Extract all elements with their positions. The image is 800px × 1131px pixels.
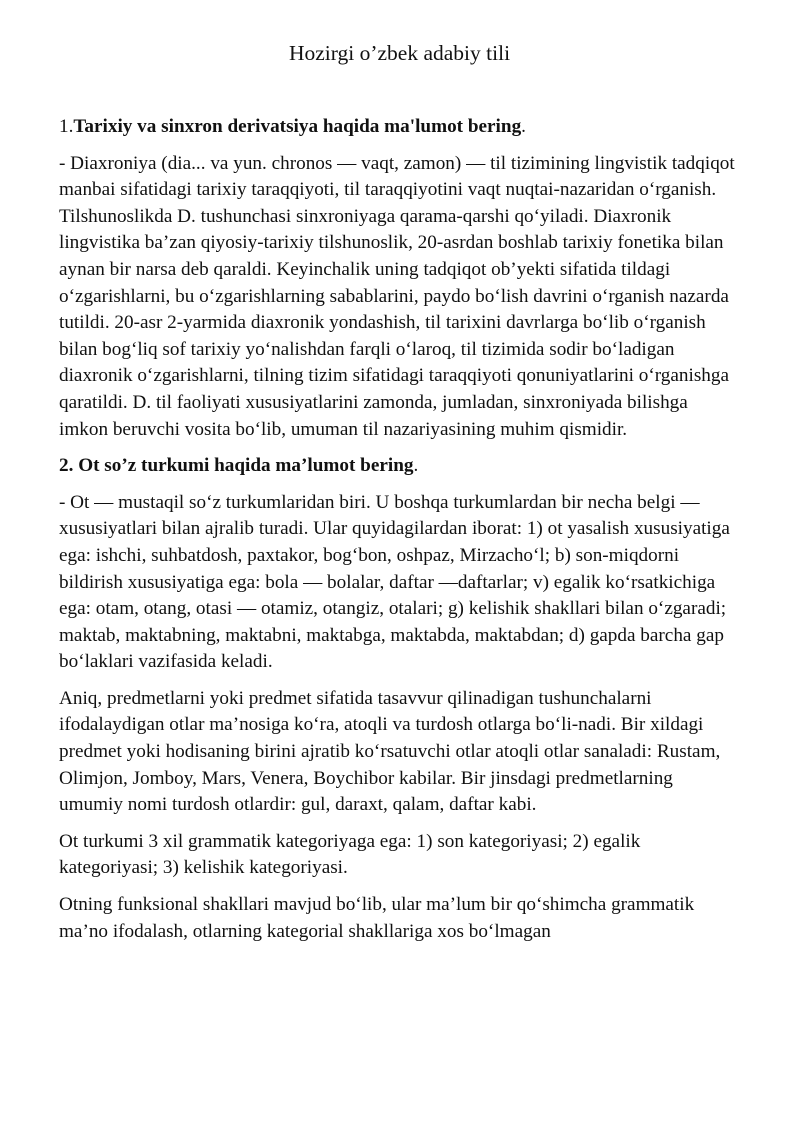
- document-title: Hozirgi o’zbek adabiy tili: [288, 41, 511, 65]
- question-2: [59, 453, 740, 945]
- question-2-heading-end: .: [413, 455, 419, 477]
- question-2-paragraph-4: Otning funksional shakllari mavjud boʻlib, ular ma’lum bir qoʻshimcha grammatik ma’no ifodalash, otlarning kategorial shakllariga xos boʻlmagan: [59, 894, 695, 942]
- question-2-heading: [59, 453, 740, 480]
- question-1-number: 1.: [59, 116, 74, 137]
- question-2-paragraph-1: - Ot — mustaqil soʻz turkumlaridan biri. U boshqa turkumlardan bir necha belgi — xususiyatlari bilan ajralib turadi. Ular quyidagilardan iborat: 1) ot yasalish xususiyatiga ega: ishchi, suhbatdosh, paxtakor, bogʻbon, oshpaz, Mirzachoʻl; b) son-miqdorni bildirish xususiyatiga ega: bola — bolalar, daftar —daftarlar; v) egalik koʻrsatkichiga ega: otam, otang, otasi — otamiz, otangiz, otalari; g) kelishik shakllari bilan oʻzgaradi; maktab, maktabning, maktabni, maktabga, maktabda, maktabdan; d) gapda barcha gap boʻlaklari vazifasida keladi.: [59, 491, 730, 673]
- question-2-title: 2. Ot so’z turkumi haqida ma’lumot bering: [59, 455, 414, 477]
- question-1-heading-end: .: [521, 116, 526, 137]
- question-1-heading: [59, 114, 740, 141]
- question-1-title: Tarixiy va sinxron derivatsiya haqida ma'lumot bering: [73, 116, 522, 137]
- question-2-paragraph-2: Aniq, predmetlarni yoki predmet sifatida tasavvur qilinadigan tushunchalarni ifodalaydigan otlar ma’nosiga koʻra, atoqli va turdosh otlarga boʻli-nadi. Bir xildagi predmet yoki hodisaning birini ajratib koʻrsatuvchi otlar atoqli otlar sanaladi: Rustam, Olimjon, Jomboy, Mars, Venera, Boychibor kabilar. Bir jinsdagi predmetlarning umumiy nomi turdosh otlardir: gul, daraxt, qalam, daftar kabi.: [59, 687, 721, 816]
- question-1-paragraph-1: - Diaxroniya (dia... va yun. chronos — vaqt, zamon) — til tizimining lingvistik tadqiqot manbai sifatidagi tarixiy taraqqiyoti, til taraqqiyotini vaqt nuqtai-nazaridan oʻrganish. Tilshunoslikda D. tushunchasi sinxroniyaga qarama-qarshi qoʻyiladi. Diaxronik lingvistika ba’zan qiyosiy-tarixiy tilshunoslik, 20-asrdan boshlab tarixiy fonetika bilan aynan bir narsa deb qaraldi. Keyinchalik uning tadqiqot ob’yekti sifatida tildagi oʻzgarishlarni, bu oʻzgarishlarning sabablarini, paydo boʻlish davrini oʻrganish nazarda tutildi. 20-asr 2-yarmida diaxronik yondashish, til tarixini davrlarga boʻlib oʻrganish bilan bogʻliq sof tarixiy yoʻnalishdan farqli oʻlaroq, til tizimida sodir boʻladigan diaxronik oʻzgarishlarni, tilning tizim sifatidagi taraqqiyoti qonuniyatlarini oʻrganishga qaratildi. D. til faoliyati xususiyatlarini zamonda, jumladan, sinxroniyada bilishga imkon beruvchi vosita boʻlib, umuman til nazariyasining muhim qismidir.: [59, 152, 735, 440]
- question-2-paragraph-3: Ot turkumi 3 xil grammatik kategoriyaga ega: 1) son kategoriyasi; 2) egalik kategoriyasi; 3) kelishik kategoriyasi.: [59, 830, 641, 879]
- question-1: [59, 114, 740, 443]
